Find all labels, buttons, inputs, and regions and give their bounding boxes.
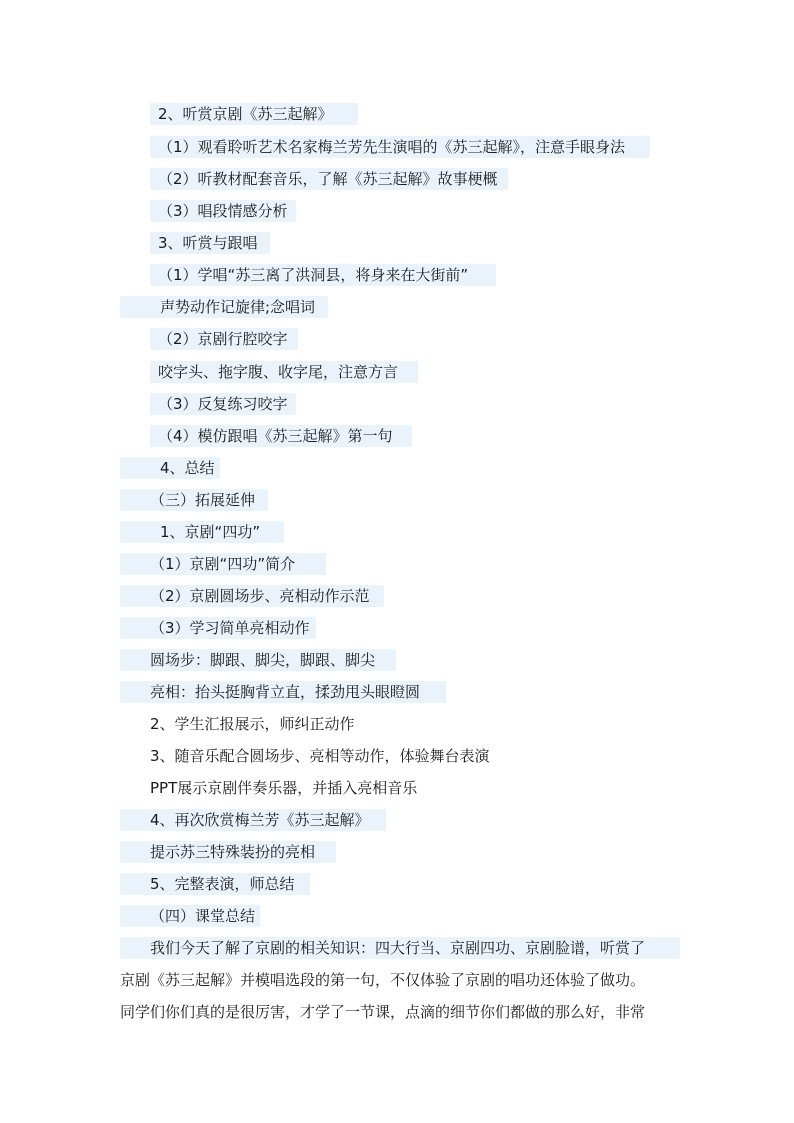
text-line (120, 457, 220, 479)
text-line (150, 232, 270, 254)
line-text: （3）反复练习咬字 (158, 395, 288, 413)
line-text: （四）课堂总结 (150, 907, 256, 925)
line-text: 2、听赏京剧《苏三起解》 (158, 105, 333, 123)
line-text: 3、听赏与跟唱 (158, 234, 258, 252)
line-text: （1）观看聆听艺术名家梅兰芳先生演唱的《苏三起解》，注意手眼身法 (158, 138, 626, 156)
line-text: （4）模仿跟唱《苏三起解》第一句 (158, 427, 393, 445)
text-line (120, 585, 384, 607)
text-line (120, 489, 268, 511)
text-line (120, 873, 310, 895)
line-text: （三）拓展延伸 (150, 491, 256, 509)
text-line (120, 809, 386, 831)
line-text: （2）京剧行腔咬字 (158, 330, 288, 348)
line-text: 3、随音乐配合圆场步、亮相等动作，体验舞台表演 (150, 747, 490, 765)
text-line (120, 521, 284, 543)
text-line (120, 649, 396, 671)
text-line (150, 136, 650, 158)
text-line (120, 1001, 680, 1023)
text-line (120, 745, 520, 767)
text-line (120, 905, 260, 927)
text-line (120, 553, 326, 575)
text-line (120, 777, 450, 799)
text-line (120, 969, 680, 991)
text-line (120, 713, 380, 735)
text-line (120, 937, 680, 959)
text-line (120, 617, 316, 639)
text-line (150, 425, 412, 447)
line-text: （2）听教材配套音乐，了解《苏三起解》故事梗概 (158, 170, 498, 188)
line-text: 圆场步：脚跟、脚尖，脚跟、脚尖 (150, 651, 376, 669)
text-line (150, 361, 418, 383)
line-text: 京剧《苏三起解》并模唱选段的第一句，不仅体验了京剧的唱功还体验了做功。 (120, 971, 646, 989)
line-text: 咬字头、拖字腹、收字尾，注意方言 (158, 363, 399, 381)
text-line (150, 168, 508, 190)
line-text: 4、总结 (160, 459, 215, 477)
text-line (120, 681, 446, 703)
line-text: 声势动作记旋律;念唱词 (160, 298, 316, 316)
line-text: 4、再次欣赏梅兰芳《苏三起解》 (150, 811, 370, 829)
line-text: 1、京剧“四功” (160, 523, 261, 541)
line-text: 同学们你们真的是很厉害，才学了一节课，点滴的细节你们都做的那么好，非常 (120, 1003, 646, 1021)
text-line (150, 103, 358, 125)
text-line (150, 264, 496, 286)
line-text: 2、学生汇报展示，师纠正动作 (150, 715, 355, 733)
text-line (150, 393, 296, 415)
line-text: （3）学习简单亮相动作 (150, 619, 310, 637)
text-line (120, 296, 328, 318)
line-text: （1）京剧“四功”简介 (150, 555, 296, 573)
line-text: 5、完整表演，师总结 (150, 875, 295, 893)
line-text: 我们今天了解了京剧的相关知识：四大行当、京剧四功、京剧脸谱，听赏了 (150, 939, 646, 957)
line-text: 提示苏三特殊装扮的亮相 (150, 843, 316, 861)
line-text: （2）京剧圆场步、亮相动作示范 (150, 587, 370, 605)
text-line (120, 841, 336, 863)
line-text: PPT展示京剧伴奏乐器，并插入亮相音乐 (150, 779, 418, 797)
line-text: 亮相：抬头挺胸背立直，揉劲甩头眼瞪圆 (150, 683, 421, 701)
line-text: （1）学唱“苏三离了洪洞县，将身来在大街前” (158, 266, 469, 284)
text-line (150, 200, 296, 222)
line-text: （3）唱段情感分析 (158, 202, 288, 220)
text-line (150, 328, 298, 350)
